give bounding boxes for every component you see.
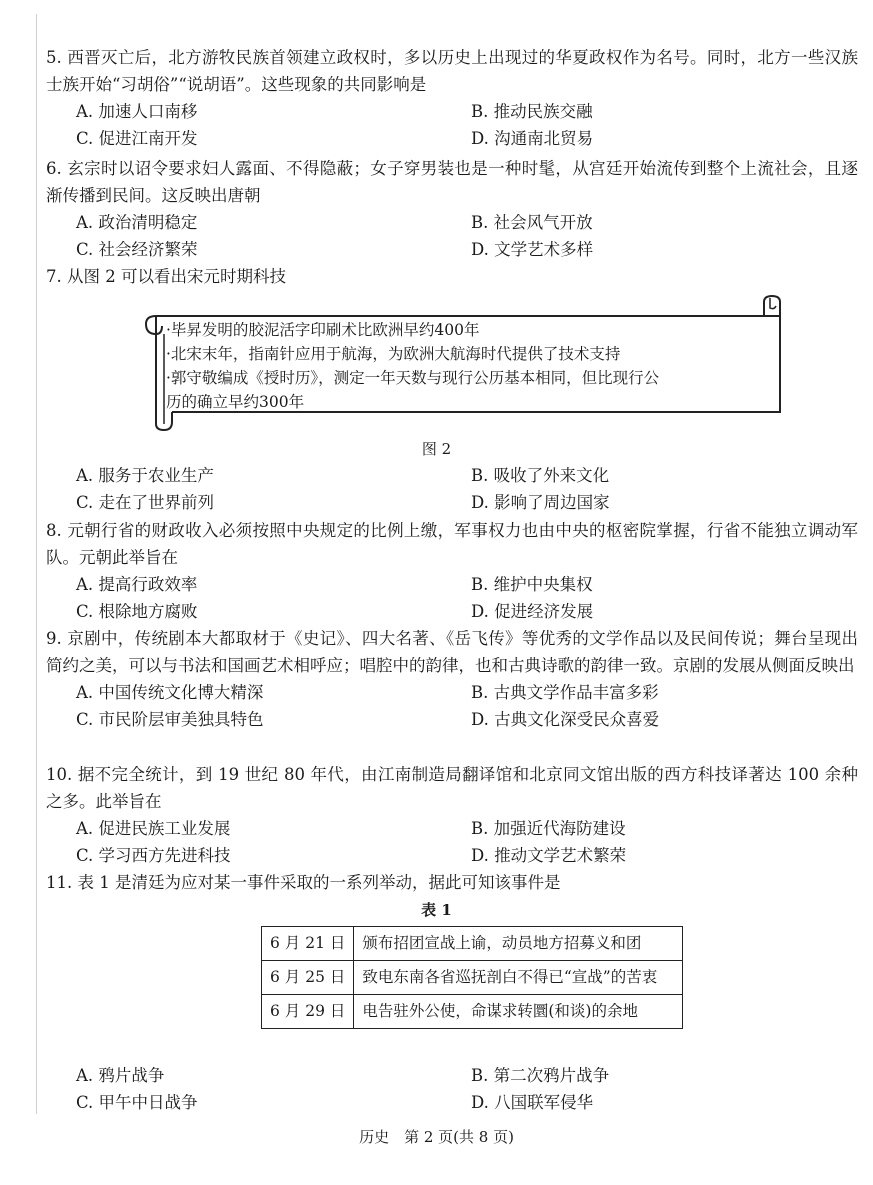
figure-2-scroll: [142, 294, 788, 432]
option-c[interactable]: C. 市民阶层审美独具特色: [76, 710, 264, 729]
option-d[interactable]: D. 影响了周边国家: [471, 493, 610, 512]
option-a[interactable]: A. 提高行政效率: [76, 575, 198, 594]
option-list: [76, 679, 858, 733]
option-b[interactable]: B. 第二次鸦片战争: [471, 1066, 610, 1085]
question-9: [46, 625, 858, 733]
option-d[interactable]: D. 沟通南北贸易: [471, 129, 594, 148]
question-stem: 11. 表 1 是清廷为应对某一事件采取的一系列举动，据此可知该事件是: [46, 873, 561, 892]
question-8: [46, 517, 858, 625]
option-list: [76, 209, 858, 263]
option-b[interactable]: B. 维护中央集权: [471, 575, 593, 594]
option-a[interactable]: A. 促进民族工业发展: [76, 819, 231, 838]
option-list: [76, 1062, 858, 1116]
option-c[interactable]: C. 甲午中日战争: [76, 1093, 198, 1112]
table-row: [262, 927, 683, 961]
question-10: [46, 761, 858, 869]
option-a[interactable]: A. 加速人口南移: [76, 102, 198, 121]
question-stem: 10. 据不完全统计，到 19 世纪 80 年代，由江南制造局翻译馆和北京同文馆出版的西方科技译著达 100 余种之多。此举旨在: [46, 765, 858, 811]
option-d[interactable]: D. 促进经济发展: [471, 602, 594, 621]
option-a[interactable]: A. 服务于农业生产: [76, 466, 214, 485]
figure-2-line: ·毕昇发明的胶泥活字印刷术比欧洲早约400年: [166, 321, 480, 339]
binding-margin-line: [36, 14, 37, 1114]
table-cell-event: 致电东南各省巡抚剖白不得已“宣战”的苦衷: [354, 961, 683, 995]
table-1-caption: 表 1: [421, 901, 452, 919]
option-list: [76, 815, 858, 869]
figure-2-caption: 图 2: [421, 440, 452, 458]
figure-2-line: ·北宋末年，指南针应用于航海，为欧洲大航海时代提供了技术支持: [166, 345, 621, 363]
option-b[interactable]: B. 社会风气开放: [471, 213, 593, 232]
question-6: [46, 155, 858, 263]
question-stem: 8. 元朝行省的财政收入必须按照中央规定的比例上缴，军事权力也由中央的枢密院掌握，行省不能独立调动军队。元朝此举旨在: [46, 521, 858, 567]
table-cell-date: 6 月 21 日: [262, 927, 354, 961]
question-11-options: [46, 1062, 858, 1116]
question-7-options: [46, 462, 858, 516]
figure-2-line: 历的确立早约300年: [166, 393, 305, 411]
question-stem: 5. 西晋灭亡后，北方游牧民族首领建立政权时，多以历史上出现过的华夏政权作为名号。同时，北方一些汉族士族开始“习胡俗”“说胡语”。这些现象的共同影响是: [46, 48, 858, 94]
figure-2-text: [166, 318, 776, 414]
option-list: [76, 98, 858, 152]
option-c[interactable]: C. 促进江南开发: [76, 129, 198, 148]
page-footer: 历史 第 2 页(共 8 页): [359, 1128, 514, 1146]
table-row: [262, 961, 683, 995]
question-5: [46, 44, 858, 152]
table-row: [262, 995, 683, 1029]
option-b[interactable]: B. 吸收了外来文化: [471, 466, 610, 485]
option-b[interactable]: B. 加强近代海防建设: [471, 819, 626, 838]
option-d[interactable]: D. 文学艺术多样: [471, 240, 594, 259]
question-7: [46, 263, 858, 290]
option-d[interactable]: D. 推动文学艺术繁荣: [471, 846, 627, 865]
option-a[interactable]: A. 中国传统文化博大精深: [76, 683, 264, 702]
table-1: [261, 926, 683, 1029]
table-cell-event: 颁布招团宣战上谕，动员地方招募义和团: [354, 927, 683, 961]
option-c[interactable]: C. 走在了世界前列: [76, 493, 215, 512]
option-c[interactable]: C. 根除地方腐败: [76, 602, 198, 621]
option-c[interactable]: C. 学习西方先进科技: [76, 846, 231, 865]
table-cell-event: 电告驻外公使，命谋求转圜(和谈)的余地: [354, 995, 683, 1029]
option-a[interactable]: A. 政治清明稳定: [76, 213, 198, 232]
option-c[interactable]: C. 社会经济繁荣: [76, 240, 198, 259]
option-d[interactable]: D. 古典文化深受民众喜爱: [471, 710, 660, 729]
question-stem: 9. 京剧中，传统剧本大都取材于《史记》、四大名著、《岳飞传》等优秀的文学作品以及民间传说；舞台呈现出简约之美，可以与书法和国画艺术相呼应；唱腔中的韵律，也和古典诗歌的韵律一致。京剧的发展从侧面反映出: [46, 629, 859, 675]
figure-2-line: ·郭守敬编成《授时历》，测定一年天数与现行公历基本相同，但比现行公: [166, 369, 660, 387]
option-b[interactable]: B. 推动民族交融: [471, 102, 593, 121]
option-b[interactable]: B. 古典文学作品丰富多彩: [471, 683, 659, 702]
question-stem: 7. 从图 2 可以看出宋元时期科技: [46, 267, 286, 286]
question-11: [46, 869, 858, 896]
option-a[interactable]: A. 鸦片战争: [76, 1066, 165, 1085]
table-cell-date: 6 月 25 日: [262, 961, 354, 995]
option-d[interactable]: D. 八国联军侵华: [471, 1093, 594, 1112]
question-stem: 6. 玄宗时以诏令要求妇人露面、不得隐蔽；女子穿男装也是一种时髦，从宫廷开始流传到整个上流社会，且逐渐传播到民间。这反映出唐朝: [46, 159, 858, 205]
option-list: [76, 571, 858, 625]
option-list: [76, 462, 858, 516]
table-cell-date: 6 月 29 日: [262, 995, 354, 1029]
